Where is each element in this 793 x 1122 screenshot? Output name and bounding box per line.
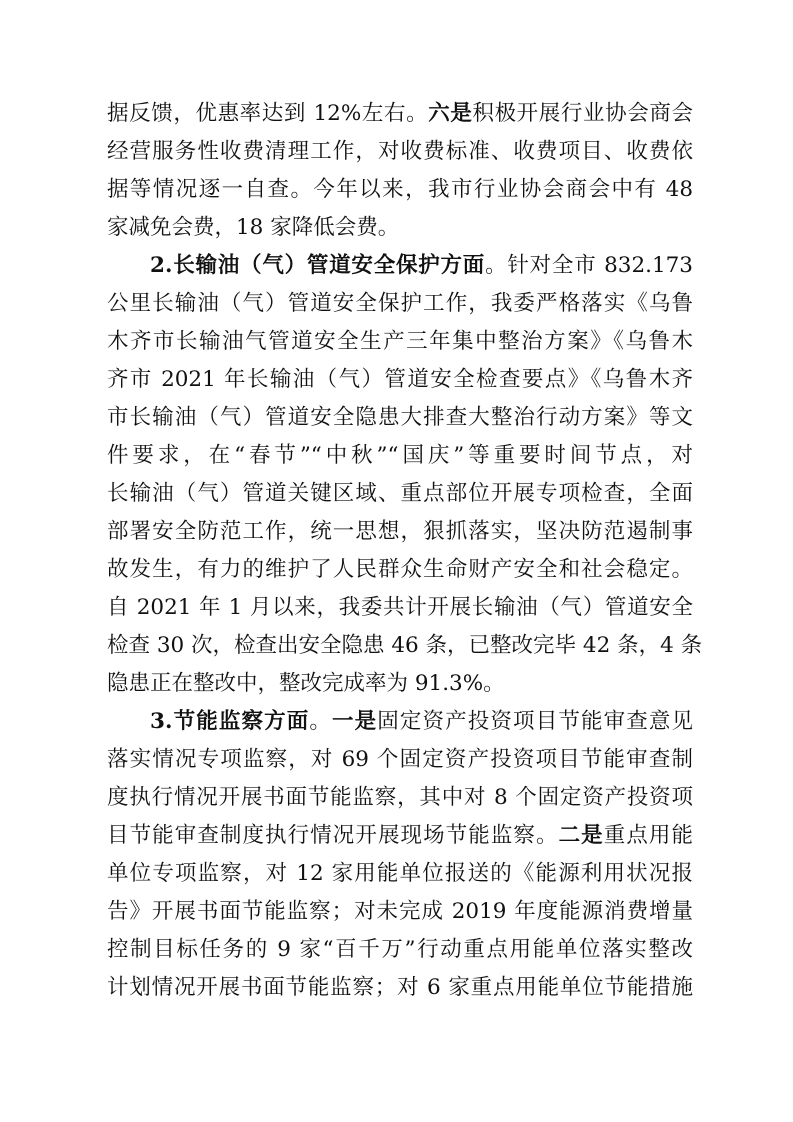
text-line (107, 551, 693, 589)
text-line (107, 247, 693, 285)
text-line (107, 741, 693, 779)
text-line (107, 665, 693, 703)
text-run: 检查 30 次，检查出安全隐患 46 条，已整改完毕 42 条，4 条 (107, 633, 703, 658)
section-number: 3. (150, 709, 173, 734)
text-run: 告》开展书面节能监察；对未完成 2019 年度能源消费增量 (107, 899, 693, 924)
text-line (107, 475, 693, 513)
text-run: 重点用能 (603, 823, 693, 848)
text-run: 故发生，有力的维护了人民群众生命财产安全和社会稳定。 (107, 557, 693, 582)
text-line (107, 399, 693, 437)
text-run: 自 2021 年 1 月以来，我委共计开展长输油（气）管道安全 (107, 595, 693, 620)
text-line (107, 931, 693, 969)
text-run: 件要求，在“春节”“中秋”“国庆”等重要时间节点，对 (107, 443, 693, 468)
section-number: 2. (150, 253, 173, 278)
text-run: 。 (309, 709, 333, 734)
text-line (107, 513, 693, 551)
text-line (107, 171, 693, 209)
text-line (107, 893, 693, 931)
text-line (107, 589, 693, 627)
text-line (107, 703, 693, 741)
text-run: 木齐市长输油气管道安全生产三年集中整治方案》《乌鲁木 (107, 329, 693, 354)
text-line (107, 817, 693, 855)
text-run: 经营服务性收费清理工作，对收费标准、收费项目、收费依 (107, 139, 693, 164)
text-run: 度执行情况开展书面节能监察，其中对 8 个固定资产投资项 (107, 785, 693, 810)
document-body (107, 95, 703, 1007)
text-run: 据等情况逐一自查。今年以来，我市行业协会商会中有 48 (107, 177, 693, 202)
text-line (107, 133, 693, 171)
paragraph-energy-supervision (107, 703, 693, 1007)
text-line (107, 95, 693, 133)
text-run: 落实情况专项监察，对 69 个固定资产投资项目节能审查制 (107, 747, 693, 772)
text-run: 据反馈，优惠率达到 12%左右。 (107, 101, 429, 126)
paragraph-pipeline-safety (107, 247, 703, 703)
text-run: 。针对全市 832.173 (485, 253, 693, 278)
bold-run: 六是 (428, 101, 473, 126)
bold-run: 二是 (558, 823, 604, 848)
text-run: 隐患正在整改中，整改完成率为 91.3%。 (107, 671, 505, 696)
section-heading: 长输油（气）管道安全保护方面 (172, 253, 486, 278)
text-line (107, 779, 693, 817)
text-line (107, 323, 693, 361)
text-run: 长输油（气）管道关键区域、重点部位开展专项检查，全面 (107, 481, 693, 506)
text-line (107, 855, 693, 893)
text-run: 积极开展行业协会商会 (472, 101, 693, 126)
text-run: 齐市 2021 年长输油（气）管道安全检查要点》《乌鲁木齐 (107, 367, 693, 392)
text-run: 固定资产投资项目节能审查意见 (377, 709, 693, 734)
text-line (107, 361, 693, 399)
text-run: 部署安全防范工作，统一思想，狠抓落实，坚决防范遏制事 (107, 519, 693, 544)
bold-run: 一是 (332, 709, 378, 734)
text-run: 市长输油（气）管道安全隐患大排查大整治行动方案》等文 (107, 405, 693, 430)
text-line (107, 209, 693, 247)
text-run: 目节能审查制度执行情况开展现场节能监察。 (107, 823, 559, 848)
text-run: 家减免会费，18 家降低会费。 (107, 215, 400, 240)
text-run: 公里长输油（气）管道安全保护工作，我委严格落实《乌鲁 (107, 291, 693, 316)
text-line (107, 285, 693, 323)
text-line (107, 969, 693, 1007)
text-run: 单位专项监察，对 12 家用能单位报送的《能源利用状况报 (107, 861, 693, 886)
text-run: 控制目标任务的 9 家“百千万”行动重点用能单位落实整改 (107, 937, 693, 962)
text-line (107, 437, 693, 475)
paragraph-fee-review (107, 95, 693, 247)
text-run: 计划情况开展书面节能监察；对 6 家重点用能单位节能措施 (107, 975, 693, 1000)
text-line (107, 627, 703, 665)
section-heading: 节能监察方面 (172, 709, 310, 734)
